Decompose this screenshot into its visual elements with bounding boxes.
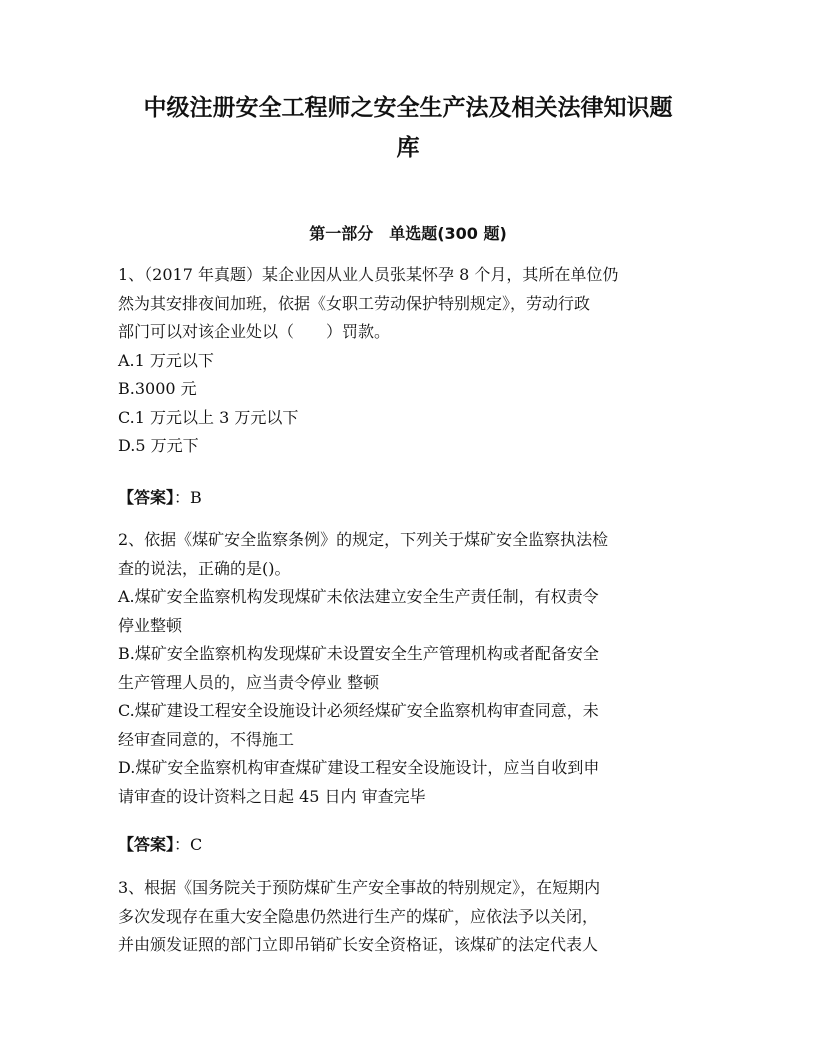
question-stem-line: 并由颁发证照的部门立即吊销矿长安全资格证，该煤矿的法定代表人: [118, 935, 599, 954]
option-c: C.1 万元以上 3 万元以下: [118, 407, 299, 427]
document-title-line-1: 中级注册安全工程师之安全生产法及相关法律知识题: [143, 95, 673, 121]
document-title: [100, 88, 716, 168]
option-b: B.煤矿安全监察机构发现煤矿未设置安全生产管理机构或者配备安全: [118, 644, 599, 663]
question-stem-line: 查的说法，正确的是()。: [118, 558, 291, 578]
question-stem-line: 部门可以对该企业处以（ ）罚款。: [118, 322, 391, 341]
option-d: D.煤矿安全监察机构审查煤矿建设工程安全设施设计，应当自收到申: [118, 758, 600, 777]
option-c-continued: 经审查同意的，不得施工: [118, 729, 295, 749]
answer-1: [118, 484, 698, 512]
option-a: A.煤矿安全监察机构发现煤矿未依法建立安全生产责任制，有权责令: [118, 587, 599, 606]
answer-value: ：C: [174, 835, 203, 854]
option-c: C.煤矿建设工程安全设施设计必须经煤矿安全监察机构审查同意，未: [118, 701, 599, 720]
question-1: [118, 261, 698, 461]
answer-value: ：B: [174, 488, 202, 507]
question-stem-line: 1、（2017 年真题）某企业因从业人员张某怀孕 8 个月，其所在单位仍: [118, 265, 619, 284]
option-a: A.1 万元以下: [118, 350, 214, 370]
option-d: D.5 万元下: [118, 436, 199, 455]
document-title-line-2: 库: [396, 135, 420, 161]
option-b: B.3000 元: [118, 379, 197, 398]
option-b-continued: 生产管理人员的，应当责令停业 整顿: [118, 672, 380, 692]
question-stem-line: 3、根据《国务院关于预防煤矿生产安全事故的特别规定》，在短期内: [118, 878, 601, 897]
answer-tag: 【答案】: [118, 488, 175, 507]
answer-tag: 【答案】: [118, 835, 175, 854]
option-a-continued: 停业整顿: [118, 615, 183, 635]
option-d-continued: 请审查的设计资料之日起 45 日内 审查完毕: [118, 786, 426, 806]
answer-2: [118, 831, 698, 859]
question-stem-line: 然为其安排夜间加班，依据《女职工劳动保护特别规定》，劳动行政: [118, 293, 591, 313]
question-stem-line: 2、依据《煤矿安全监察条例》的规定，下列关于煤矿安全监察执法检: [118, 530, 609, 549]
question-2: [118, 526, 698, 811]
question-3: [118, 874, 698, 960]
section-title: 第一部分 单选题(300 题): [309, 224, 507, 243]
question-stem-line: 多次发现存在重大安全隐患仍然进行生产的煤矿，应依法予以关闭，: [118, 906, 599, 926]
